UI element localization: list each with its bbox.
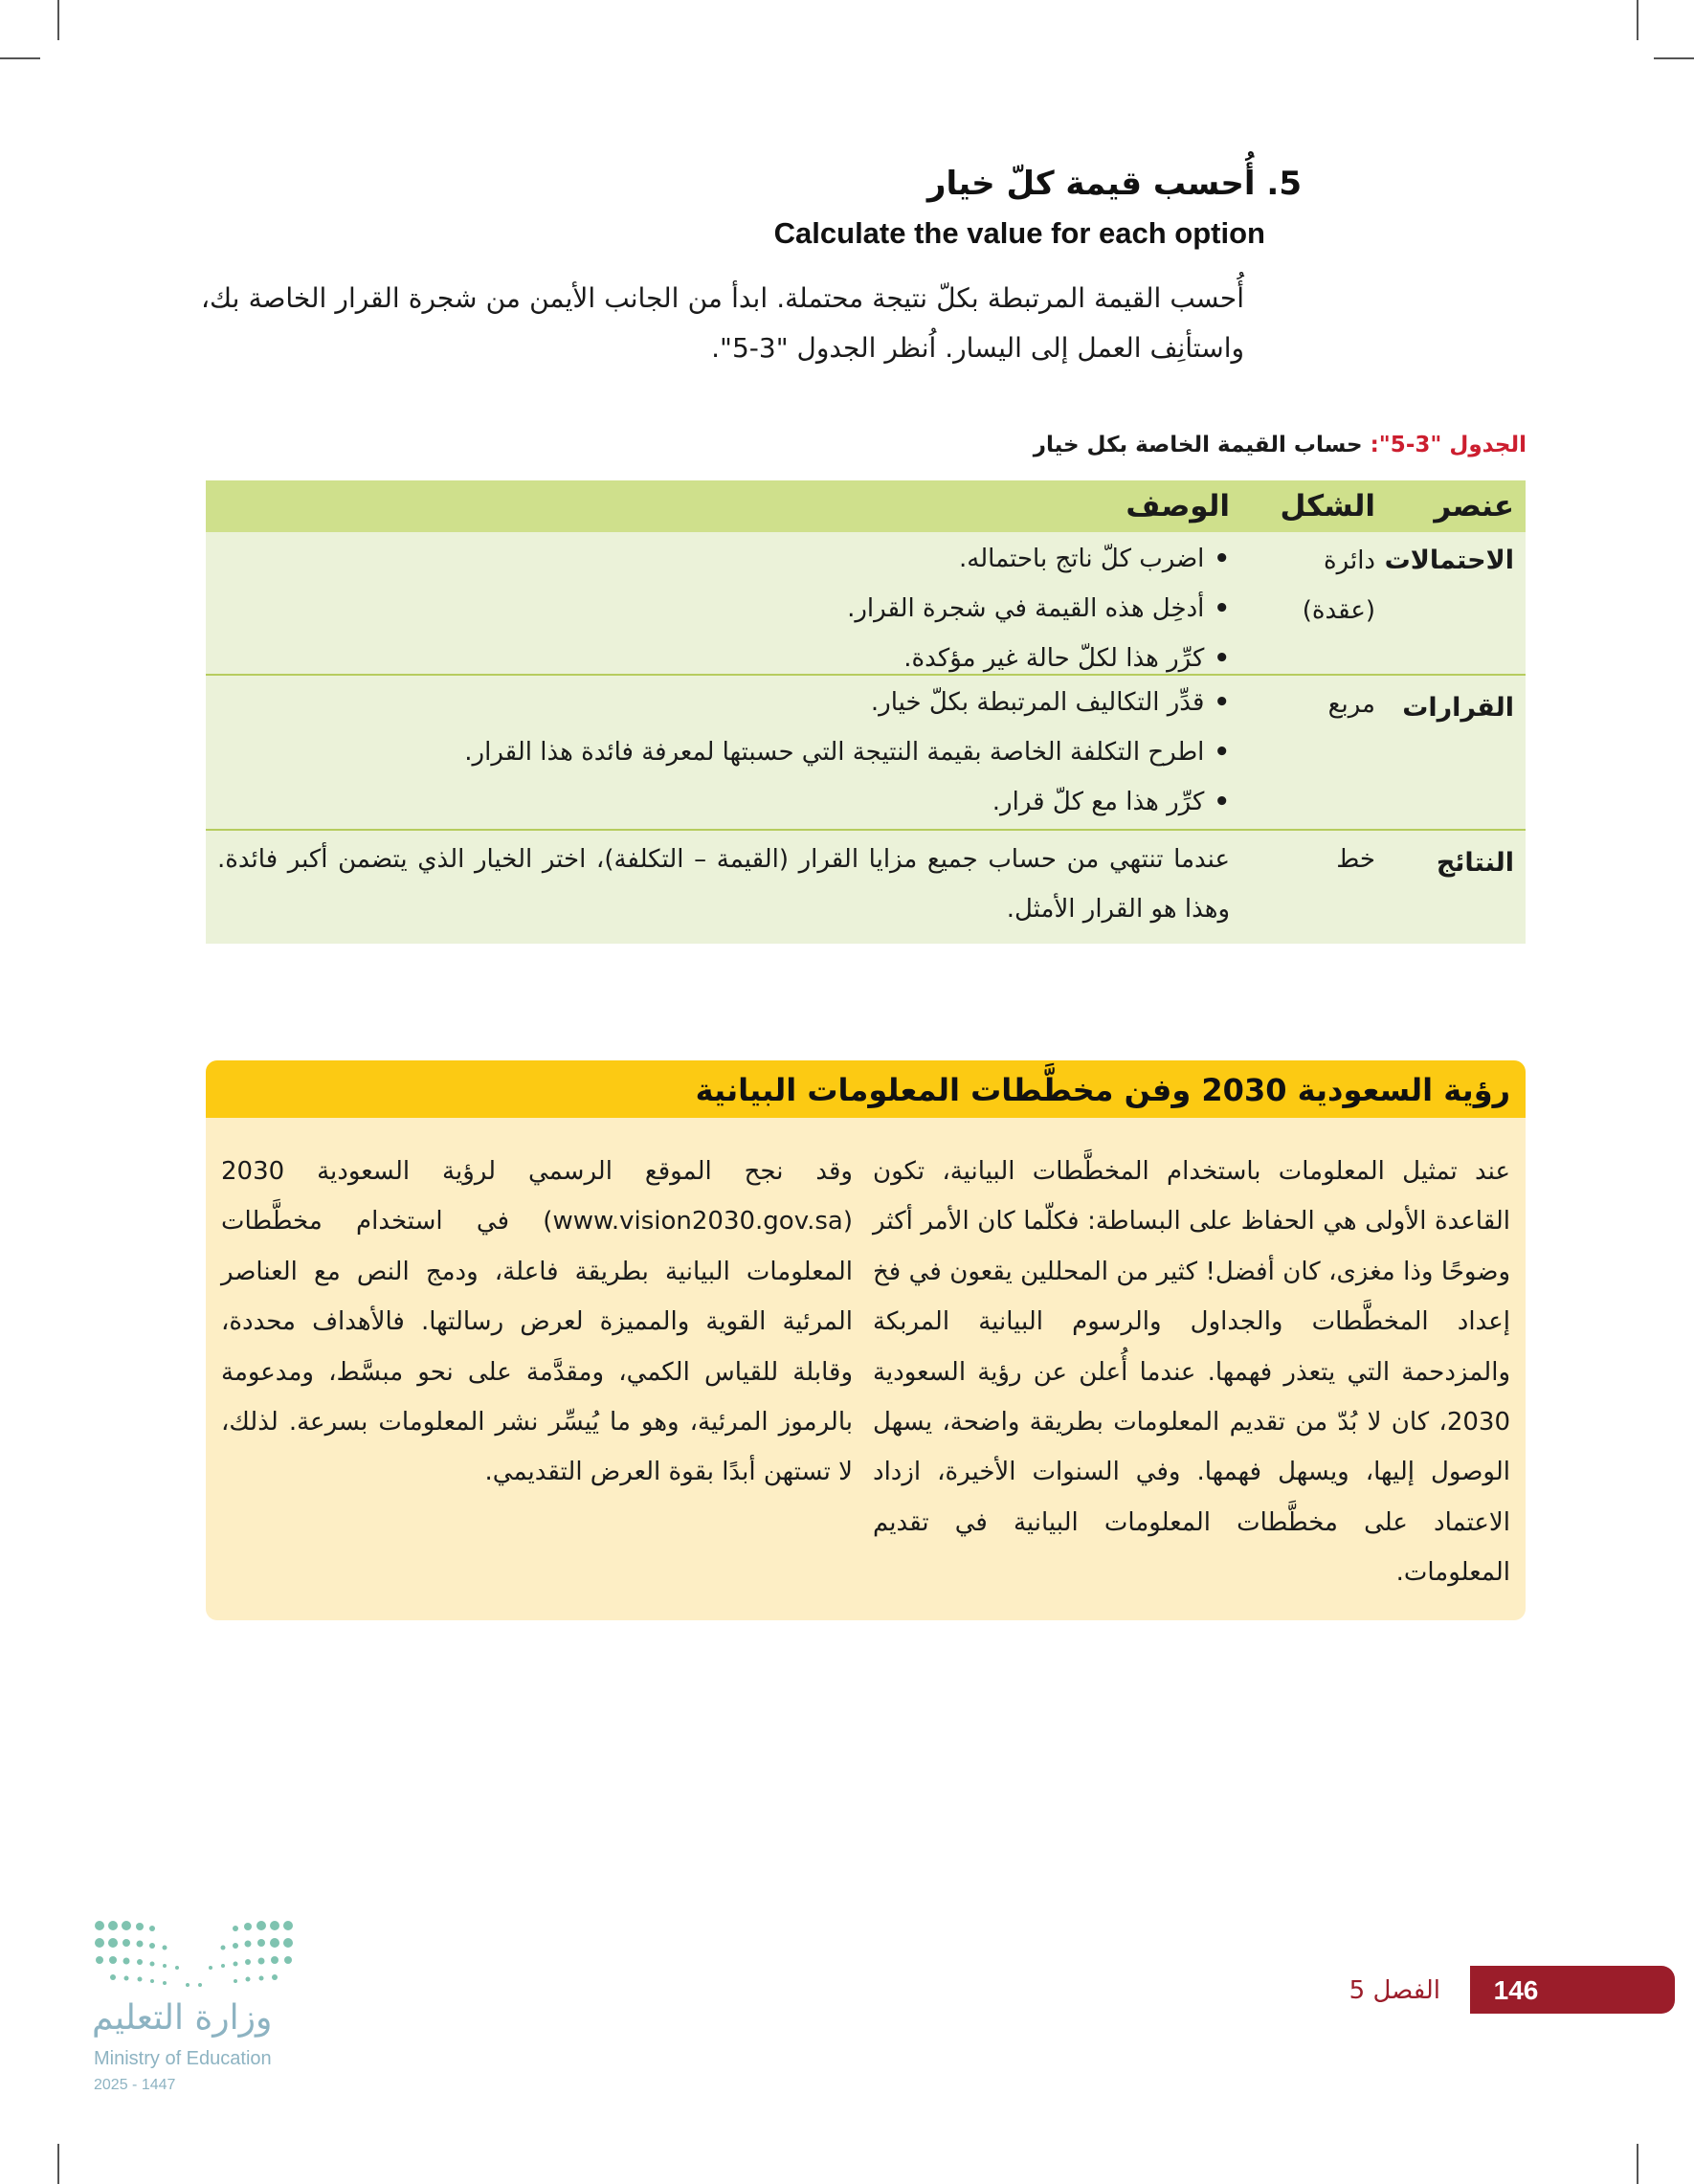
table-row	[206, 829, 1526, 944]
vision-box-title: رؤية السعودية 2030 وفن مخطَّطات المعلومات البيانية	[206, 1060, 1526, 1118]
bullet-item: • أدخِل هذه القيمة في شجرة القرار.	[217, 584, 1230, 634]
row-element: الاحتمالات	[1384, 546, 1514, 575]
row-element: القرارات	[1402, 693, 1514, 723]
section-title: 5. أُحسب قيمة كلّ خيار	[926, 165, 1302, 203]
crop-mark	[57, 0, 59, 40]
row-shape	[1239, 831, 1385, 944]
vision-box-left-column: وقد نجح الموقع الرسمي لرؤية السعودية 2030 (www.vision2030.gov.sa) في استخدام مخطَّطات المعلومات البيانية بطريقة فاعلة، ودمج النص مع العناصر المرئية القوية والمميزة لعرض رسالتها. فالأهداف محددة، وقابلة للقياس الكمي، ومقدَّمة على نحو مبسَّط، ومدعومة بالرموز المرئية، وهو ما يُيسِّر نشر المعلومات بسرعة. لذلك، لا تستهن أبدًا بقوة العرض التقديمي.	[221, 1157, 853, 1487]
row-description: عندما تنتهي من حساب جميع مزايا القرار (القيمة – التكلفة)، اختر الخيار الذي يتضمن أكبر فائدة. وهذا هو القرار الأمثل.	[217, 845, 1230, 924]
row-shape-line: (عقدة)	[1302, 596, 1375, 625]
table-caption-label: الجدول "3-5":	[1370, 433, 1527, 457]
crop-mark	[1637, 0, 1638, 40]
header-shape: الشكل	[1280, 489, 1375, 524]
options-table	[206, 480, 1526, 944]
table-header-row	[206, 480, 1526, 532]
vision-box-right-column: عند تمثيل المعلومات باستخدام المخطَّطات البيانية، تكون القاعدة الأولى هي الحفاظ على البساطة: فكلّما كان الأمر أكثر وضوحًا وذا مغزى، كان أفضل! كثير من المحللين يقعون في فخ إعداد المخطَّطات والجداول والرسوم البيانية المربكة والمزدحمة التي يتعذر فهمها. عندما أُعلن عن رؤية السعودية 2030، كان لا بُدّ من تقديم المعلومات بطريقة واضحة، يسهل الوصول إليها، ويسهل فهمها. وفي السنوات الأخيرة، ازداد الاعتماد على مخطَّطات المعلومات البيانية في تقديم المعلومات.	[873, 1157, 1510, 1588]
table-row	[206, 674, 1526, 829]
row-shape-line: دائرة	[1323, 546, 1375, 575]
intro-paragraph: أُحسب القيمة المرتبطة بكلّ نتيجة محتملة. ابدأ من الجانب الأيمن من شجرة القرار الخاصة بك، واستأنِف العمل إلى اليسار. اُنظر الجدول "3-5".	[201, 282, 1244, 364]
ministry-logo-year: 2025 - 1447	[94, 2077, 176, 2093]
vision-2030-box	[206, 1060, 1526, 1620]
ministry-logo-english: Ministry of Education	[94, 2048, 272, 2069]
row-shape	[1239, 532, 1385, 674]
table-caption-text: حساب القيمة الخاصة بكل خيار	[1033, 433, 1363, 457]
crop-mark	[1637, 2144, 1638, 2184]
section-title-english: Calculate the value for each option	[773, 216, 1265, 250]
row-element: النتائج	[1436, 848, 1514, 878]
table-caption	[1034, 433, 1527, 457]
chapter-label: الفصل 5	[1349, 1976, 1440, 2005]
ministry-logo-arabic: وزارة التعليم	[92, 1998, 273, 2038]
header-description: الوصف	[1126, 489, 1230, 524]
crop-mark	[57, 2144, 59, 2184]
bullet-item: • قدِّر التكاليف المرتبطة بكلّ خيار.	[217, 678, 1230, 727]
bullet-item: • كرِّر هذا مع كلّ قرار.	[217, 777, 1230, 827]
bullet-item: • اطرح التكلفة الخاصة بقيمة النتيجة التي حسبتها لمعرفة فائدة هذا القرار.	[217, 727, 1230, 777]
header-element: عنصر	[1434, 489, 1514, 524]
page-number: 146	[1493, 1975, 1539, 2005]
table-row	[206, 532, 1526, 674]
row-description	[206, 676, 1239, 829]
row-description	[206, 532, 1239, 674]
row-shape-line: مربع	[1327, 690, 1375, 719]
ministry-logo-icon	[92, 1918, 302, 1991]
row-shape-line: خط	[1336, 845, 1375, 874]
row-shape	[1239, 676, 1385, 829]
bullet-item: • اضرب كلّ ناتج باحتماله.	[217, 534, 1230, 584]
crop-mark	[1654, 57, 1694, 59]
crop-mark	[0, 57, 40, 59]
bullet-item: • كرِّر هذا لكلّ حالة غير مؤكدة.	[217, 634, 1230, 683]
